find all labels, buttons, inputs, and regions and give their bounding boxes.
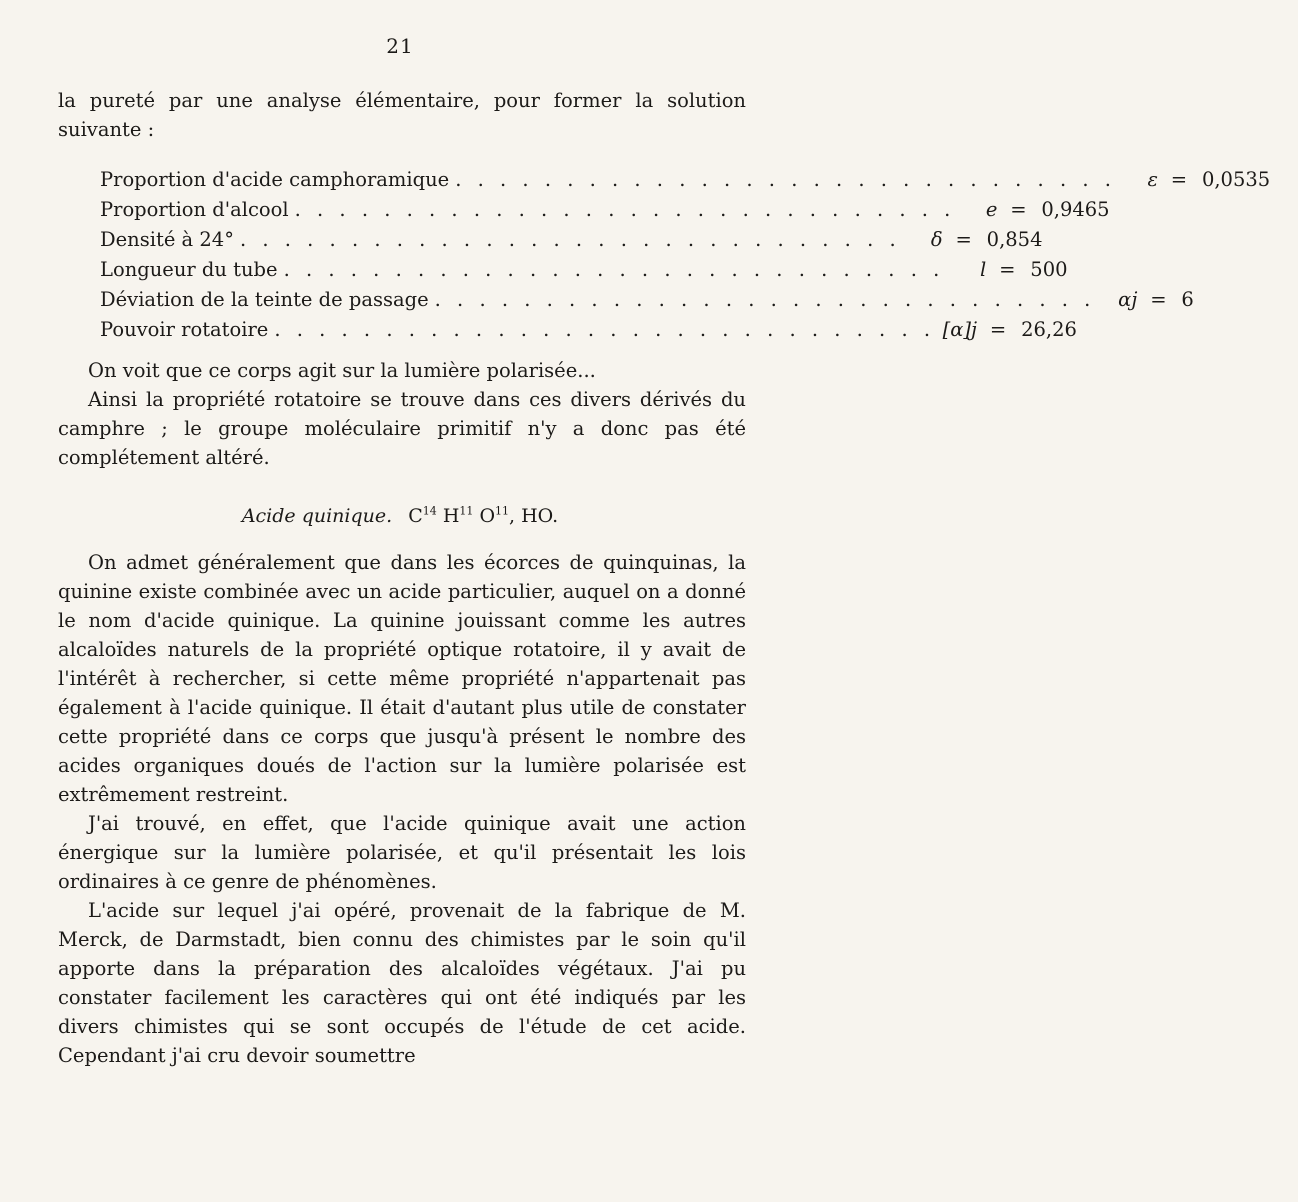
formula-exponent: 14 [422,505,437,518]
leader-dots: . . . . . . . . . . . . . . . . . . . . . . . . . . . . . . [239,228,901,251]
leader-dots: . . . . . . . . . . . . . . . . . . . . . . . . . . . . . . [294,198,956,221]
leader-dots: . . . . . . . . . . . . . . . . . . . . . . . . . . . . . . [274,318,936,341]
row-label: Déviation de la teinte de passage [100,288,429,311]
row-label: Proportion d'alcool [100,198,289,221]
row-symbol: l [980,258,987,281]
leader-dots: . . . . . . . . . . . . . . . . . . . . . . . . . . . . . . [283,258,945,281]
row-label: Densité à 24° [100,228,234,251]
row-symbol: αj [1118,288,1138,311]
equals-sign: = [1150,288,1167,311]
formula-exponent: 11 [495,505,510,518]
equals-sign: = [1170,168,1188,191]
table-row [100,168,1271,198]
conclusion-block [58,356,746,472]
table-row [100,198,1110,228]
row-label: Longueur du tube [100,258,278,281]
table-row [100,258,1068,288]
body-text [58,548,746,1070]
row-symbol: e [985,198,998,221]
row-label: Pouvoir rotatoire [100,318,269,341]
paragraph: Ainsi la propriété rotatoire se trouve dans ces divers dérivés du camphre ; le groupe moléculaire primitif n'y a donc pas été complétement altéré. [58,388,746,469]
section-title: Acide quinique. [241,505,393,528]
equals-sign: = [1010,198,1027,221]
section-heading [0,505,800,527]
row-value: 0,0535 [1201,168,1271,191]
equals-sign: = [999,258,1016,281]
formula-tail: , HO. [509,505,559,528]
leader-dots: . . . . . . . . . . . . . . . . . . . . . . . . . . . . . . [455,168,1116,191]
row-value: 0,854 [986,228,1043,251]
paragraph: On admet généralement que dans les écorces de quinquinas, la quinine existe combinée avec un acide particulier, auquel on a donné le nom d'acide quinique. La quinine jouissant comme les autres alcaloïdes naturels de la propriété optique rotatoire, il y avait de l'intérêt à rechercher, si cette même propriété n'appartenait pas également à l'acide quinique. Il était d'autant plus utile de constater cette propriété dans ce corps que jusqu'à présent le nombre des acides organiques doués de l'action sur la lumière polarisée est extrêmement restreint. [58,551,746,806]
formula-element: H [442,505,460,528]
table-row [100,228,1043,258]
table-row [100,318,1077,348]
formula-element: O [479,505,496,528]
row-value: 26,26 [1021,318,1077,341]
paragraph: L'acide sur lequel j'ai opéré, provenait de la fabrique de M. Merck, de Darmstadt, bien connu des chimistes par le soin qu'il apporte dans la préparation des alcaloïdes végétaux. J'ai pu constater facilement les caractères qui ont été indiqués par les divers chimistes qui se sont occupés de l'étude de cet acide. Cependant j'ai cru devoir soumettre [58,899,746,1067]
equals-sign: = [955,228,972,251]
row-symbol: ε [1147,168,1158,191]
leader-dots: . . . . . . . . . . . . . . . . . . . . . . . . . . . . . . [434,288,1096,311]
row-value: 500 [1030,258,1068,281]
row-symbol: δ [930,228,943,251]
row-symbol: [α]j [942,318,978,341]
solution-data-table [100,168,1271,348]
page-number: 21 [386,34,414,58]
formula-exponent: 11 [459,505,474,518]
formula-element: C [408,505,423,528]
row-label: Proportion d'acide camphoramique [100,168,450,191]
paragraph: J'ai trouvé, en effet, que l'acide quinique avait une action énergique sur la lumière polarisée, et qu'il présentait les lois ordinaires à ce genre de phénomènes. [58,812,746,893]
chemical-formula [408,505,558,527]
equals-sign: = [989,318,1007,341]
intro-paragraph: la pureté par une analyse élémentaire, pour former la solution suivante : [58,89,746,141]
table-row [100,288,1194,318]
row-value: 0,9465 [1041,198,1110,221]
row-value: 6 [1181,288,1194,311]
paragraph: On voit que ce corps agit sur la lumière polarisée... [88,359,596,382]
